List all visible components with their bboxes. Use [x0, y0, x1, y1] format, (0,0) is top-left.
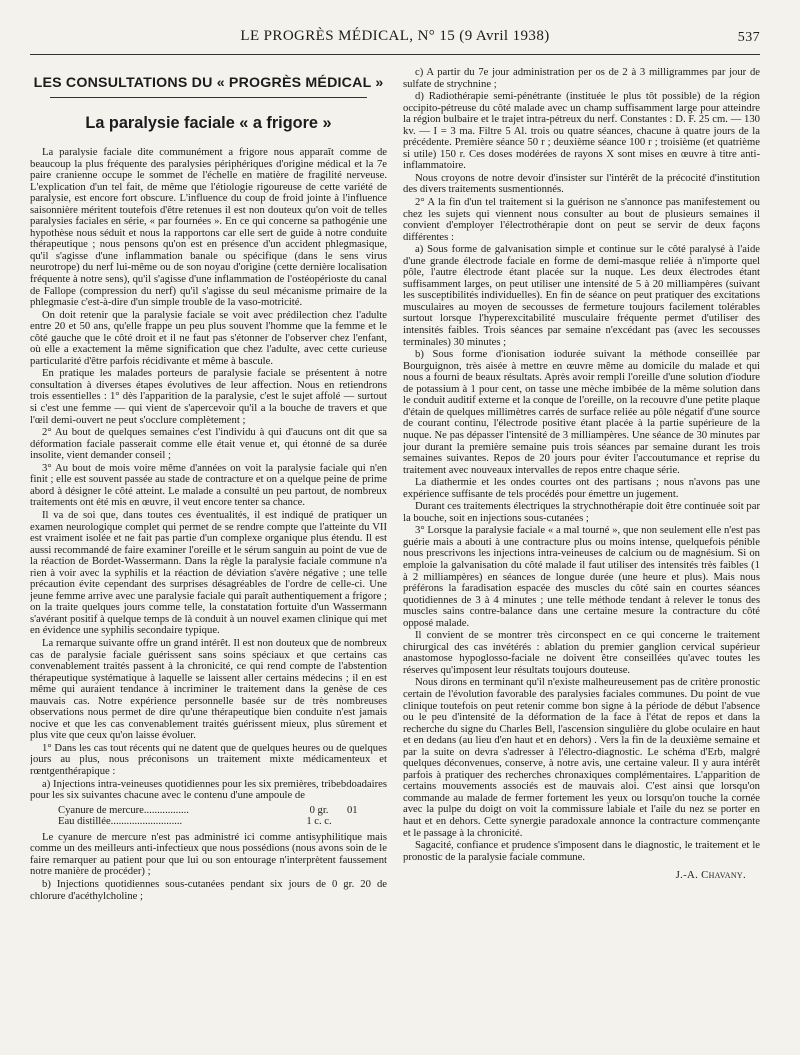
paragraph: b) Sous forme d'ionisation iodurée suivant la méthode conseillée par Bourguignon, très aisée à mettre en œuvre même au domicile du malade et qui nous a fourni de beaux résultats. Après avoir rempli l'oreille d'une solution d'iodure de potassium à 1 pour cent, on tasse une mèche imbibée de la même solution dans le conduit auditif externe et la conque de l'oreille, on la recouvre d'une petite plaque d'étain de quelques millimètres carrés de surface reliée au pôle négatif d'une source de courant continu, l'électrode positive étant placée à la partie supérieure de la nuque. Ne pas dépasser l'intensité de 3 milliampères. Une séance de 30 minutes par jour durant la première semaine puis trois séances par semaine durant les trois semaines suivantes. Repos de 20 jours pour éviter l'accoutumance et reprise du traitement avec nouveaux intervalles de repos entre chaque série.: [403, 349, 760, 476]
paragraph: La diathermie et les ondes courtes ont des partisans ; nous n'avons pas une expérience suffisante de tels procédés pour émettre un jugement.: [403, 477, 760, 500]
paragraph: 3° Au bout de mois voire même d'années on voit la paralysie faciale qui n'en finit ; elle est souvent passée au stade de contracture et on a quelque peine de prime abord à désigner le côté atteint. Le malade a consulté un peu partout, de nombreux traitements ont été mis en œuvre, il veut encore tenter sa chance.: [30, 462, 387, 509]
paragraph: c) A partir du 7e jour administration per os de 2 à 3 milligrammes par jour de sulfate de strychnine ;: [403, 67, 760, 90]
paragraph: Il va de soi que, dans toutes ces éventualités, il est indiqué de pratiquer un examen neurologique complet qui permet de se rendre compte que l'atteinte du VII est vraiment isolée et ne fait pas partie d'un complexe organique plus étendu. Il est aussi recommandé de faire examiner l'oreille et le sérum sanguin au point de vue de la réaction de Bordet-Wassermann. Dans la règle la paralysie faciale commune n'a rien à voir avec la syphilis et la réaction de déviation s'avère négative ; une telle précaution évite cependant des surprises désagréables de l'ordre de celle-ci. Une jeune femme arrive avec une paralysie faciale qui paraît authentiquement a frigore ; on la traite quelques jours comme telle, la constatation fortuite d'un Wassermann s'avérant positif à quelque temps de là conduit à un nouvel examen clinique qui met en évidence une syphilis secondaire typique.: [30, 509, 387, 637]
paragraph: Le cyanure de mercure n'est pas administré ici comme antisyphilitique mais comme un des meilleurs anti-infectieux que nous possédions (nous avons soin de le faire remarquer au patient pour que lui ou son entourage n'interprètent faussement notre manière de procéder) ;: [30, 831, 387, 878]
paragraph: b) Injections quotidiennes sous-cutanées pendant six jours de 0 gr. 20 de chlorure d'acéthylcholine ;: [30, 879, 387, 902]
page-number: 537: [737, 30, 760, 45]
article-columns: [30, 67, 760, 903]
header-rule: [30, 54, 760, 55]
formula-quantity: 1 c. c.: [306, 816, 332, 828]
paragraph: Sagacité, confiance et prudence s'imposent dans le diagnostic, le traitement et le pronostic de la paralysie faciale commune.: [403, 840, 760, 863]
formula-ingredient: Eau distillée...........................: [58, 816, 183, 828]
paragraph: a) Sous forme de galvanisation simple et continue sur le côté paralysé à l'aide d'une grande électrode faciale en forme de demi-masque reliée à n'importe quel pôle, l'autre électrode étant placée sur la nuque. Les deux électrodes étant suffisamment larges, on peut utiliser une intensité de 5 à 20 milliampères (suivant les susceptibilités individuelles). En fin de séance on peut pratiquer des excitations musculaires au moyen de secousses de fermeture toujours facilement tolérables surtout lorsque l'hyperexcitabilité musculaire fréquente permet d'utiliser des intensités faibles. Trois séances par semaine n'excédant pas (avec les secousses terminales) 30 minutes ;: [403, 244, 760, 348]
prescription-formula: [58, 805, 387, 828]
paragraph: 2° Au bout de quelques semaines c'est l'individu à qui d'aucuns ont dit que sa déformation faciale passerait comme elle était venue et, qui étonné de sa durée insolite, vient demander conseil ;: [30, 427, 387, 462]
paragraph: La remarque suivante offre un grand intérêt. Il est non douteux que de nombreux cas de paralysie faciale guérissent sans soins spéciaux et que certains cas convenablement traités passent à la chronicité, ce qui rend compte de l'abstention thérapeutique systématique à laquelle se laissent aller certains médecins ; il en est même qui auraient tendance à incriminer le traitement dans la genèse de ces mauvais cas. Notre expérience personnelle basée sur de très nombreuses observations nous permet de dire qu'une thérapeutique bien conduite n'est jamais nocive et que les cas convenablement traités guérissent mieux, plus sûrement et plus vite que ceux qu'on laisse évoluer.: [30, 637, 387, 742]
formula-ingredient: Cyanure de mercure.................: [58, 804, 189, 816]
rubric-rule: [50, 97, 367, 98]
paragraph: Durant ces traitements électriques la strychnothérapie doit être continuée soit par la bouche, soit en injections sous-cutanées ;: [403, 501, 760, 524]
paragraph: d) Radiothérapie semi-pénétrante (instituée le plus tôt possible) de la région occipito-pétreuse du côté malade avec un champ suffisamment large pour atteindre la région bulbaire et le trajet intra-pétreux du nerf. Constantes : D. F. 25 cm. — 130 kv. — I = 3 ma. Filtre 5 Al. trois ou quatre séances, chacune à quatre jours de la précédente. Première séance 50 r ; deuxième séance 100 r ; troisième (et quatrième si utile) 150 r. Ces doses modérées de rayons X sont mises en œuvre à titre anti-inflammatoire.: [403, 91, 760, 172]
paragraph: Il convient de se montrer très circonspect en ce qui concerne le traitement chirurgical des cas invétérés : ablation du premier ganglion cervical supérieur anastomose hypoglosso-faciale ne doivent être conseillées qu'avec toutes les réserves qu'imposent leur résultats toujours douteuse.: [403, 630, 760, 676]
paragraph: On doit retenir que la paralysie faciale se voit avec prédilection chez l'adulte entre 20 et 50 ans, qu'elle frappe un peu plus souvent l'homme que la femme et le côté gauche que le côté droit et il ne faut pas s'étonner de l'observer chez l'enfant, où elle a exactement la même signification que chez l'adulte, avec cette curieuse particularité d'être parfois récidivante et même à bascule.: [30, 309, 387, 367]
formula-value: 01: [347, 804, 358, 816]
rubric-heading: LES CONSULTATIONS DU « PROGRÈS MÉDICAL »: [33, 75, 384, 91]
author-signature: J.-A. Chavany.: [675, 869, 746, 882]
formula-value: [347, 816, 387, 828]
running-header: [30, 28, 760, 50]
paragraph: 1° Dans les cas tout récents qui ne datent que de quelques heures ou de quelques jours au plus, nous préconisons un traitement mixte médicamenteux et rœntgenthérapique :: [30, 742, 387, 777]
paragraph: 2° A la fin d'un tel traitement si la guérison ne s'annonce pas manifestement ou chez les sujets qui viennent nous consulter au bout de plusieurs semaines il convient d'employer l'électrothérapie dont on peut se servir de deux façons différentes :: [403, 197, 760, 243]
journal-title: LE PROGRÈS MÉDICAL, N° 15 (9 Avril 1938): [240, 28, 550, 44]
paragraph: Nous croyons de notre devoir d'insister sur l'intérêt de la précocité d'institution des divers traitements susmentionnés.: [403, 172, 760, 196]
formula-quantity: 0 gr.: [309, 804, 329, 816]
article-title: La paralysie faciale « a frigore »: [85, 114, 332, 132]
paragraph: a) Injections intra-veineuses quotidiennes pour les six premières, tribebdoadaires pour les six suivantes chacune avec le contenu d'une ampoule de: [30, 778, 387, 802]
paragraph: En pratique les malades porteurs de paralysie faciale se présentent à notre consultation à diverses étapes évolutives de leur affection. Nous en retiendrons trois essentielles : 1° dès l'apparition de la paralysie, c'est le sujet affolé — surtout si c'est une femme — qui vient de s'apercevoir qu'il a la bouche de travers et que l'œil demi-ouvert ne peut s'occlure complètement ;: [30, 368, 387, 426]
paragraph: Nous dirons en terminant qu'il n'existe malheureusement pas de critère pronostic certain de l'évolution favorable des paralysies faciales communes. Du point de vue clinique toutefois on peut retenir comme bon signe à la période de début l'absence ou le peu d'intensité de la déformation de la face à l'état de repos et dans la recherche du signe du Charles Bell, l'ascension singulière du globe oculaire en haut et en dedans (au lieu d'en haut et en dehors) . Vers la fin de la deuxième semaine et par la suite on devra s'adresser à l'électro-diagnostic. Le schéma d'Erb, malgré quelques déconvenues, conserve, à notre avis, une certaine valeur. Il y aura intérêt parfois à pratiquer des recherches chronaxiques complémentaires. L'apparition de certains mouvements associés est de mauvais aloi. C'est ainsi que lorsqu'on commande au malade de fermer fortement les yeux ou lorsqu'on touche la cornée avec la pulpe du doigt on voit la commissure labiale et l'aile du nez se porter en haut et en dehors. Cette synergie paradoxale annonce la contracture commençante et le passage à la chronicité.: [403, 677, 760, 839]
paragraph: 3° Lorsque la paralysie faciale « a mal tourné », que non seulement elle n'est pas guérie mais a abouti à une contracture plus ou moins intense, quelquefois pénible nous prescrivons les injections intra-veineuses de calcium ou de magnésium. Si on emploie la galvanisation du côté malade il faut utiliser des intensités très faibles (1 à 2 milliampères) en séances de longue durée (une heure et plus). Mais nous préférons la faradisation espacée des muscles du côté sain en courtes séances quotidiennes de 3 à 4 minutes ; une telle méthode tendant à relever le tonus des muscles sains contre-balance dans une certaine mesure la contracture du côté opposé malade.: [403, 525, 760, 629]
paragraph: La paralysie faciale dite communément a frigore nous apparaît comme de beaucoup la plus fréquente des paralysies périphériques d'origine médical et la 7e paire cranienne occupe le sommet de l'échelle en matière de fragilité nerveuse. L'explication d'un tel fait, de même que l'étiologie rigoureuse de cette variété de paralysie, est encore fort obscure. L'influence du coup de froid jointe à l'influence saisonnière méritent toutefois d'être retenues il est non douteux qu'on voit de telles paralysies faciales en série, « par fournées ». En ce qui concerne sa pathogénie une hypothèse nous séduit et nous la rapportons car elle sert de guide à notre conduite thérapeutique ; nous pensons qu'on est en présence d'un accident phlegmasique, qu'il s'agisse d'une inflammation banale ou spécifique (dans le sens virus neurotrope) du nerf lui-même ou de son noyau d'origine (cette dernière localisation fréquente à notre sens), qu'il s'agisse d'une inflammation de l'ostéopériostе du canal de Fallope (compression du nerf) qu'il s'agisse du seul mécanisme primaire de la phlegmasie c'est-à-dire d'un simple trouble de la vaso-motricité.: [30, 147, 387, 309]
right-column: [403, 67, 760, 903]
left-column: [30, 67, 387, 903]
